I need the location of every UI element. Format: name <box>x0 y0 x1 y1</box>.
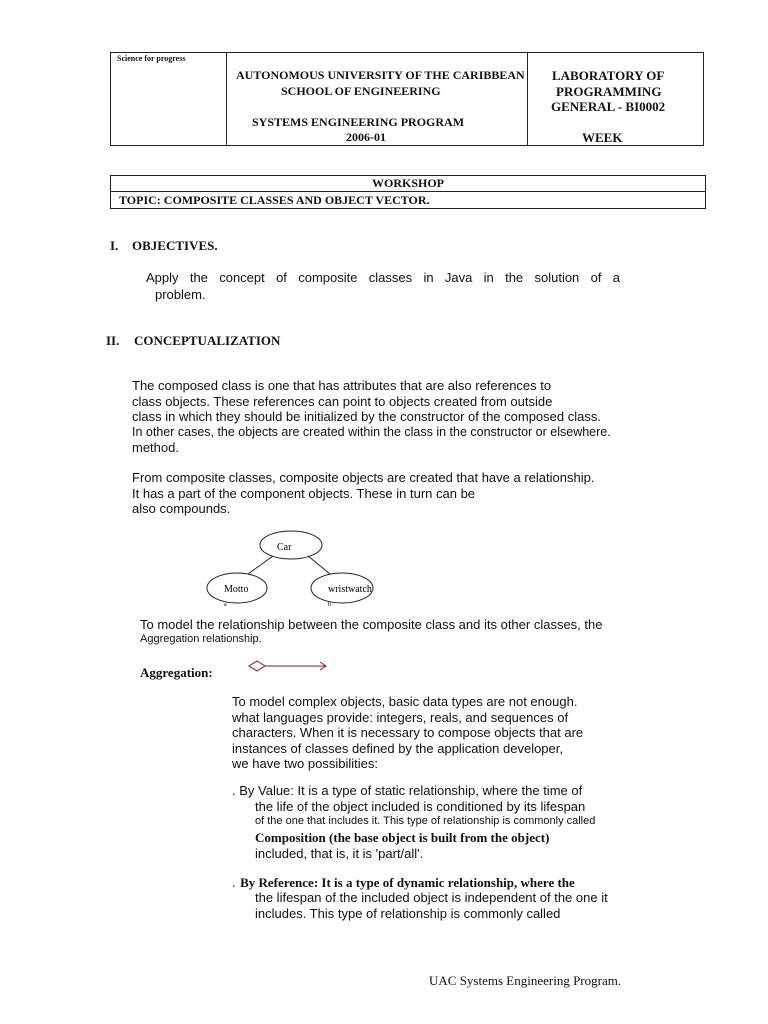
section-1-number: I. <box>110 238 119 253</box>
by-reference-line-3: includes. This type of relationship is commonly called <box>255 906 561 921</box>
aggregation-line: what languages provide: integers, reals, and sequences of <box>232 709 569 725</box>
wristwatch-mark: b <box>328 602 331 608</box>
aggregation-intro-line-1: To model the relationship between the composite class and its other classes, the <box>140 617 603 632</box>
para2-line: It has a part of the component objects. These in turn can be <box>132 485 476 501</box>
university-name: AUTONOMOUS UNIVERSITY OF THE CARIBBEAN <box>236 68 525 82</box>
lab-line-1: LABORATORY OF <box>552 68 665 83</box>
logo-cell <box>111 53 227 145</box>
edge-car-motto <box>248 556 273 574</box>
motto-text: Science for progress <box>117 54 186 63</box>
car-label: Car <box>277 542 292 553</box>
conceptualization-paragraph-1 <box>132 378 611 456</box>
objective-line-1: Apply the concept of composite classes in Java in the solution of a <box>146 270 620 285</box>
aggregation-line: we have two possibilities: <box>232 756 378 771</box>
by-reference-line-2: the lifespan of the included object is independent of the one it <box>255 890 608 905</box>
workshop-title: WORKSHOP <box>371 176 444 190</box>
para2-line: From composite classes, composite objects are created that have a relationship. <box>132 470 595 485</box>
aggregation-intro-line-2: Aggregation relationship. <box>140 633 262 645</box>
para1-line: The composed class is one that has attributes that are also references to <box>132 378 552 393</box>
aggregation-line: characters. When it is necessary to compose objects that are <box>232 725 584 740</box>
lab-line-3: GENERAL - BI0002 <box>551 99 666 114</box>
para1-line: class in which they should be initialized by the constructor of the composed class. <box>132 409 601 424</box>
aggregation-arrow-icon <box>248 658 330 674</box>
program-name: SYSTEMS ENGINEERING PROGRAM <box>252 115 465 129</box>
workshop-topic: TOPIC: COMPOSITE CLASSES AND OBJECT VECTOR. <box>119 193 430 207</box>
motto-mark: a <box>224 602 227 608</box>
header-table <box>110 52 704 146</box>
week-label: WEEK <box>582 130 623 145</box>
para1-line: method. <box>132 440 179 455</box>
period: 2006-01 <box>346 130 386 144</box>
lab-line-2: PROGRAMMING <box>556 84 662 99</box>
para2-line: also compounds. <box>132 501 231 516</box>
by-value-line-3: of the one that includes it. This type of relationship is commonly called <box>255 815 596 827</box>
by-value-line-5: included, that is, it is 'part/all'. <box>255 846 424 861</box>
diamond-icon <box>249 661 265 671</box>
edge-car-wristwatch <box>308 556 330 574</box>
by-reference-text: By Reference: It is a type of dynamic relationship, where the <box>240 875 575 890</box>
school-name: SCHOOL OF ENGINEERING <box>281 84 441 98</box>
header-divider <box>527 53 528 145</box>
para1-line: In other cases, the objects are created within the class in the constructor or elsewhere. <box>132 424 611 439</box>
section-2-number: II. <box>106 333 120 348</box>
aggregation-label: Aggregation: <box>140 665 213 680</box>
by-value-line-2: the life of the object included is conditioned by its lifespan <box>255 799 586 814</box>
aggregation-line: To model complex objects, basic data types are not enough. <box>232 694 578 709</box>
conceptualization-paragraph-2 <box>132 470 594 517</box>
workshop-table <box>110 175 706 209</box>
objective-line-2: problem. <box>155 287 206 302</box>
objective-item <box>146 270 620 286</box>
workshop-divider <box>111 191 705 192</box>
aggregation-paragraph <box>232 694 583 772</box>
wristwatch-label: wristwatch <box>328 584 372 595</box>
aggregation-line: instances of classes defined by the application developer, <box>232 740 563 756</box>
by-value-lead: . By Value: It is a type of static relationship, where the time of <box>232 783 583 798</box>
composition-diagram <box>200 528 390 610</box>
para1-line: class objects. These references can point to objects created from outside <box>132 393 553 409</box>
section-1-heading: OBJECTIVES. <box>132 238 218 253</box>
motto-label: Motto <box>224 584 249 595</box>
by-reference-dot: . <box>232 875 236 890</box>
section-2-heading: CONCEPTUALIZATION <box>134 333 281 348</box>
page-footer: UAC Systems Engineering Program. <box>429 973 622 988</box>
by-value-line-4: Composition (the base object is built from the object) <box>255 830 550 845</box>
